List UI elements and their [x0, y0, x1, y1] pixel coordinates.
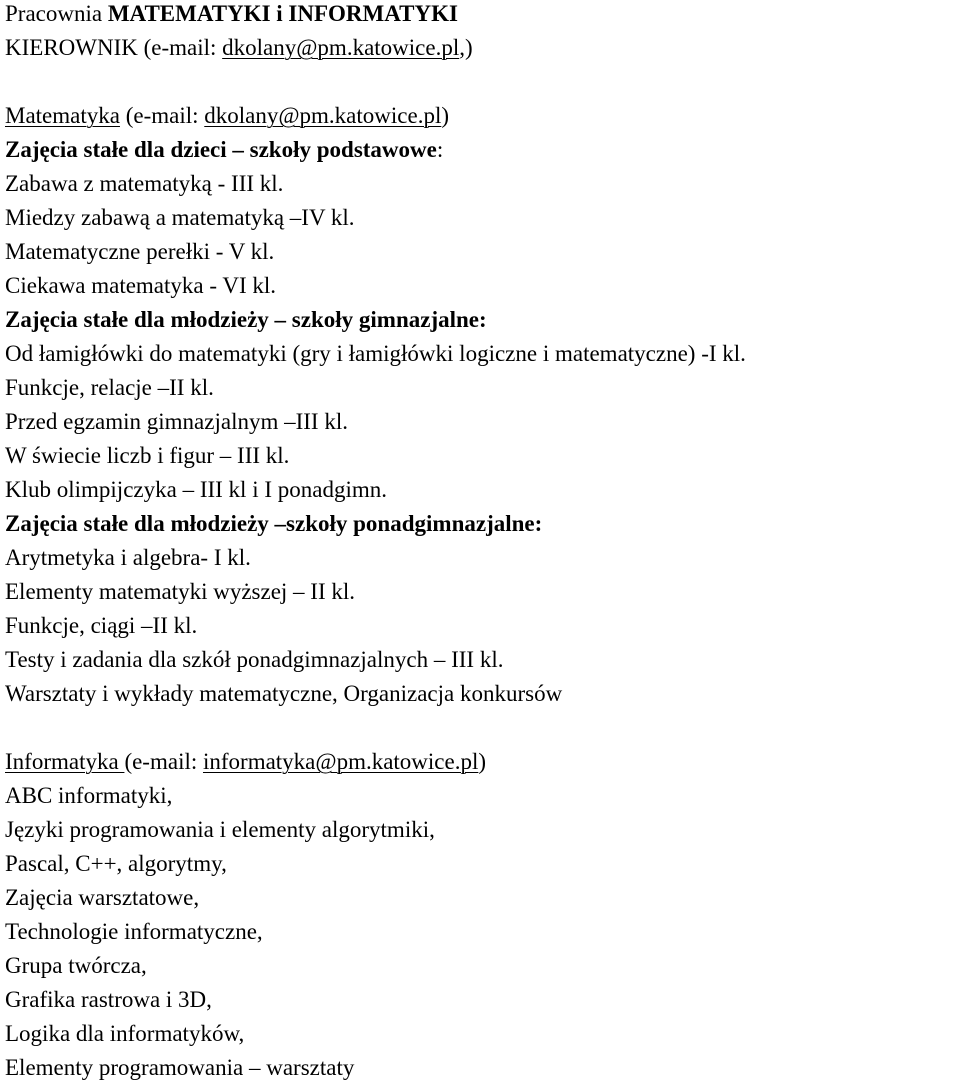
- list-item: Przed egzamin gimnazjalnym –III kl.: [5, 409, 348, 434]
- math-title-link[interactable]: Matematyka: [5, 103, 120, 128]
- list-item: Miedzy zabawą a matematyką –IV kl.: [5, 205, 355, 230]
- section-ponadgimnazjum-heading: Zajęcia stałe dla młodzieży –szkoły ponadgimnazjalne:: [5, 511, 543, 536]
- list-item: Zajęcia warsztatowe,: [5, 885, 200, 910]
- list-item: Pascal, C++, algorytmy,: [5, 851, 227, 876]
- list-item: Elementy matematyki wyższej – II kl.: [5, 579, 355, 604]
- informatics-email-prefix: (e-mail:: [124, 749, 203, 774]
- lab-title: [5, 0, 458, 28]
- list-item: Klub olimpijczyka – III kl i I ponadgimn.: [5, 477, 387, 502]
- section-primary-heading-bold: Zajęcia stałe dla dzieci – szkoły podstawowe: [5, 137, 437, 162]
- lab-title-bold: MATEMATYKI i INFORMATYKI: [107, 1, 458, 26]
- informatics-email-suffix: ): [478, 749, 487, 774]
- list-item: Od łamigłówki do matematyki (gry i łamigłówki logiczne i matematyczne) -I kl.: [5, 341, 746, 366]
- list-item: Zabawa z matematyką - III kl.: [5, 171, 284, 196]
- informatics-title-link[interactable]: Informatyka: [5, 749, 125, 774]
- list-item: ABC informatyki,: [5, 783, 173, 808]
- lab-title-prefix: Pracownia: [5, 1, 108, 26]
- list-item: Grafika rastrowa i 3D,: [5, 987, 212, 1012]
- list-item: Logika dla informatyków,: [5, 1021, 245, 1046]
- section-primary-heading-suffix: :: [436, 137, 444, 162]
- math-email-link[interactable]: dkolany@pm.katowice.pl: [204, 103, 442, 128]
- list-item: Funkcje, ciągi –II kl.: [5, 613, 198, 638]
- list-item: Arytmetyka i algebra- I kl.: [5, 545, 251, 570]
- math-email-prefix: (e-mail:: [119, 103, 205, 128]
- informatics-heading: [5, 748, 486, 776]
- list-item: W świecie liczb i figur – III kl.: [5, 443, 290, 468]
- list-item: Funkcje, relacje –II kl.: [5, 375, 214, 400]
- informatics-email-link[interactable]: informatyka@pm.katowice.pl: [202, 749, 479, 774]
- list-item: Języki programowania i elementy algorytmiki,: [5, 817, 435, 842]
- math-heading: [5, 102, 449, 130]
- math-email-suffix: ): [441, 103, 450, 128]
- head-contact-suffix: ,): [459, 35, 473, 60]
- head-email-link[interactable]: dkolany@pm.katowice.pl: [222, 35, 460, 60]
- list-item: Grupa twórcza,: [5, 953, 147, 978]
- list-item: Warsztaty i wykłady matematyczne, Organizacja konkursów: [5, 681, 563, 706]
- head-contact-prefix: KIEROWNIK (e-mail:: [5, 35, 223, 60]
- list-item: Testy i zadania dla szkół ponadgimnazjalnych – III kl.: [5, 647, 504, 672]
- list-item: Ciekawa matematyka - VI kl.: [5, 273, 277, 298]
- section-primary-heading: [5, 136, 443, 164]
- section-gimnazjum-heading: Zajęcia stałe dla młodzieży – szkoły gimnazjalne:: [5, 307, 487, 332]
- list-item: Elementy programowania – warsztaty: [5, 1055, 355, 1080]
- list-item: Technologie informatyczne,: [5, 919, 263, 944]
- head-contact: [5, 34, 473, 62]
- list-item: Matematyczne perełki - V kl.: [5, 239, 275, 264]
